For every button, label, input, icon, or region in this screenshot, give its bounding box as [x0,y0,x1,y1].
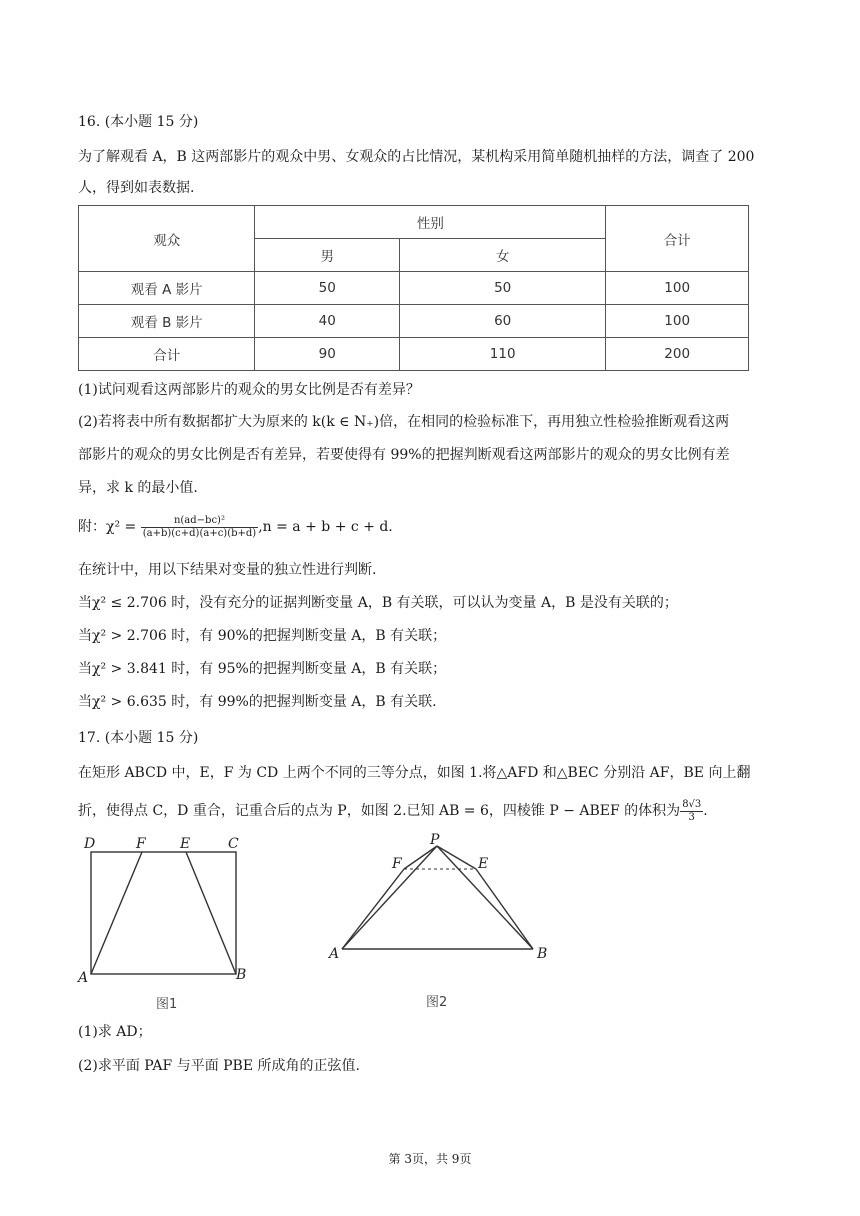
label-e2: E [478,856,489,872]
cell-total: 100 [606,272,749,305]
volume-numerator: 8√3 [682,798,702,810]
header-male: 男 [255,239,400,272]
label-p: P [430,832,440,848]
label-c: C [228,836,239,852]
edge-pe [437,846,476,869]
header-female: 女 [400,239,606,272]
cell-female: 60 [400,305,606,338]
edge-pf [404,846,437,869]
edge-pa [342,846,437,949]
header-audience: 观众 [79,206,255,272]
volume-fraction [680,799,703,824]
q17-intro-line1: 在矩形 ABCD 中，E，F 为 CD 上两个不同的三等分点，如图 1.将△AFD 和△BEC 分别沿 AF，BE 向上翻 [78,765,751,781]
q17-title: 17. (本小题 15 分) [78,730,199,746]
rectangle-abcd [91,852,236,974]
formula-numerator: n(ad−bc)² [141,515,258,528]
criterion-1: 当χ² ≤ 2.706 时，没有充分的证据判断变量 A，B 有关联，可以认为变量 A，B 是没有关联的； [78,595,678,611]
cell-male: 90 [255,338,400,371]
stat-intro: 在统计中，用以下结果对变量的独立性进行判断. [78,562,377,578]
volume-denominator: 3 [688,811,695,823]
q16-part2-line1: (2)若将表中所有数据都扩大为原来的 k(k ∈ N₊)倍，在相同的检验标准下，再用独立性检验推断观看这两 [78,414,730,430]
q17-part2: (2)求平面 PAF 与平面 PBE 所成角的正弦值. [78,1058,360,1074]
formula-denominator: (a+b)(c+d)(a+c)(b+d) [142,527,257,539]
q16-part1: (1)试问观看这两部影片的观众的男女比例是否有差异？ [78,382,420,398]
q16-part2-line3: 异，求 k 的最小值. [78,480,198,496]
row-label: 观看 B 影片 [79,305,255,338]
label-b2: B [537,946,548,962]
q17-intro-line2 [78,796,708,826]
header-gender: 性别 [255,206,606,239]
edge-be [476,869,533,949]
row-label: 合计 [79,338,255,371]
cell-male: 50 [255,272,400,305]
criterion-2: 当χ² > 2.706 时，有 90%的把握判断变量 A，B 有关联； [78,628,447,644]
label-e: E [180,836,191,852]
formula-prefix: 附：χ² = [78,519,137,535]
formula-suffix: ,n = a + b + c + d. [258,519,393,535]
cell-total: 100 [606,305,749,338]
cell-female: 110 [400,338,606,371]
page-footer: 第 3页，共 9页 [388,1152,472,1166]
figure-1-caption: 图1 [156,997,178,1012]
cell-male: 40 [255,305,400,338]
q16-intro-line1: 为了解观看 A，B 这两部影片的观众中男、女观众的占比情况，某机构采用简单随机抽样的方法，调查了 200 [78,149,755,165]
table-row [79,305,749,338]
figure-1-rectangle [70,830,260,1020]
label-d: D [84,836,96,852]
q16-intro-line2: 人，得到如表数据. [78,180,195,196]
q16-title: 16. (本小题 15 分) [78,114,199,130]
segment-af [91,852,142,974]
figure-2-pyramid [320,830,560,1020]
criterion-4: 当χ² > 6.635 时，有 99%的把握判断变量 A，B 有关联. [78,694,437,710]
row-label: 观看 A 影片 [79,272,255,305]
label-f: F [136,836,146,852]
header-total: 合计 [606,206,749,272]
survey-table [78,205,749,371]
label-a2: A [329,946,340,962]
q17-part1: (1)求 AD； [78,1024,152,1040]
table-row [79,338,749,371]
label-a: A [78,970,89,986]
q17-intro-text: 折，使得点 C，D 重合，记重合后的点为 P，如图 2.已知 AB = 6，四棱锥 P − ABEF 的体积为 [78,803,681,819]
q16-part2-line2: 部影片的观众的男女比例是否有差异，若要使得有 99%的把握判断观看这两部影片的观众的男女比例有差 [78,447,730,463]
cell-total: 200 [606,338,749,371]
chi-square-formula [78,512,393,542]
segment-be [186,852,236,974]
table-row [79,272,749,305]
label-b: B [236,967,247,983]
figure-2-caption: 图2 [426,995,448,1010]
cell-female: 50 [400,272,606,305]
formula-fraction [141,515,258,540]
volume-end: . [703,803,708,819]
criterion-3: 当χ² > 3.841 时，有 95%的把握判断变量 A，B 有关联； [78,661,447,677]
label-f2: F [392,856,402,872]
edge-af [342,869,404,949]
